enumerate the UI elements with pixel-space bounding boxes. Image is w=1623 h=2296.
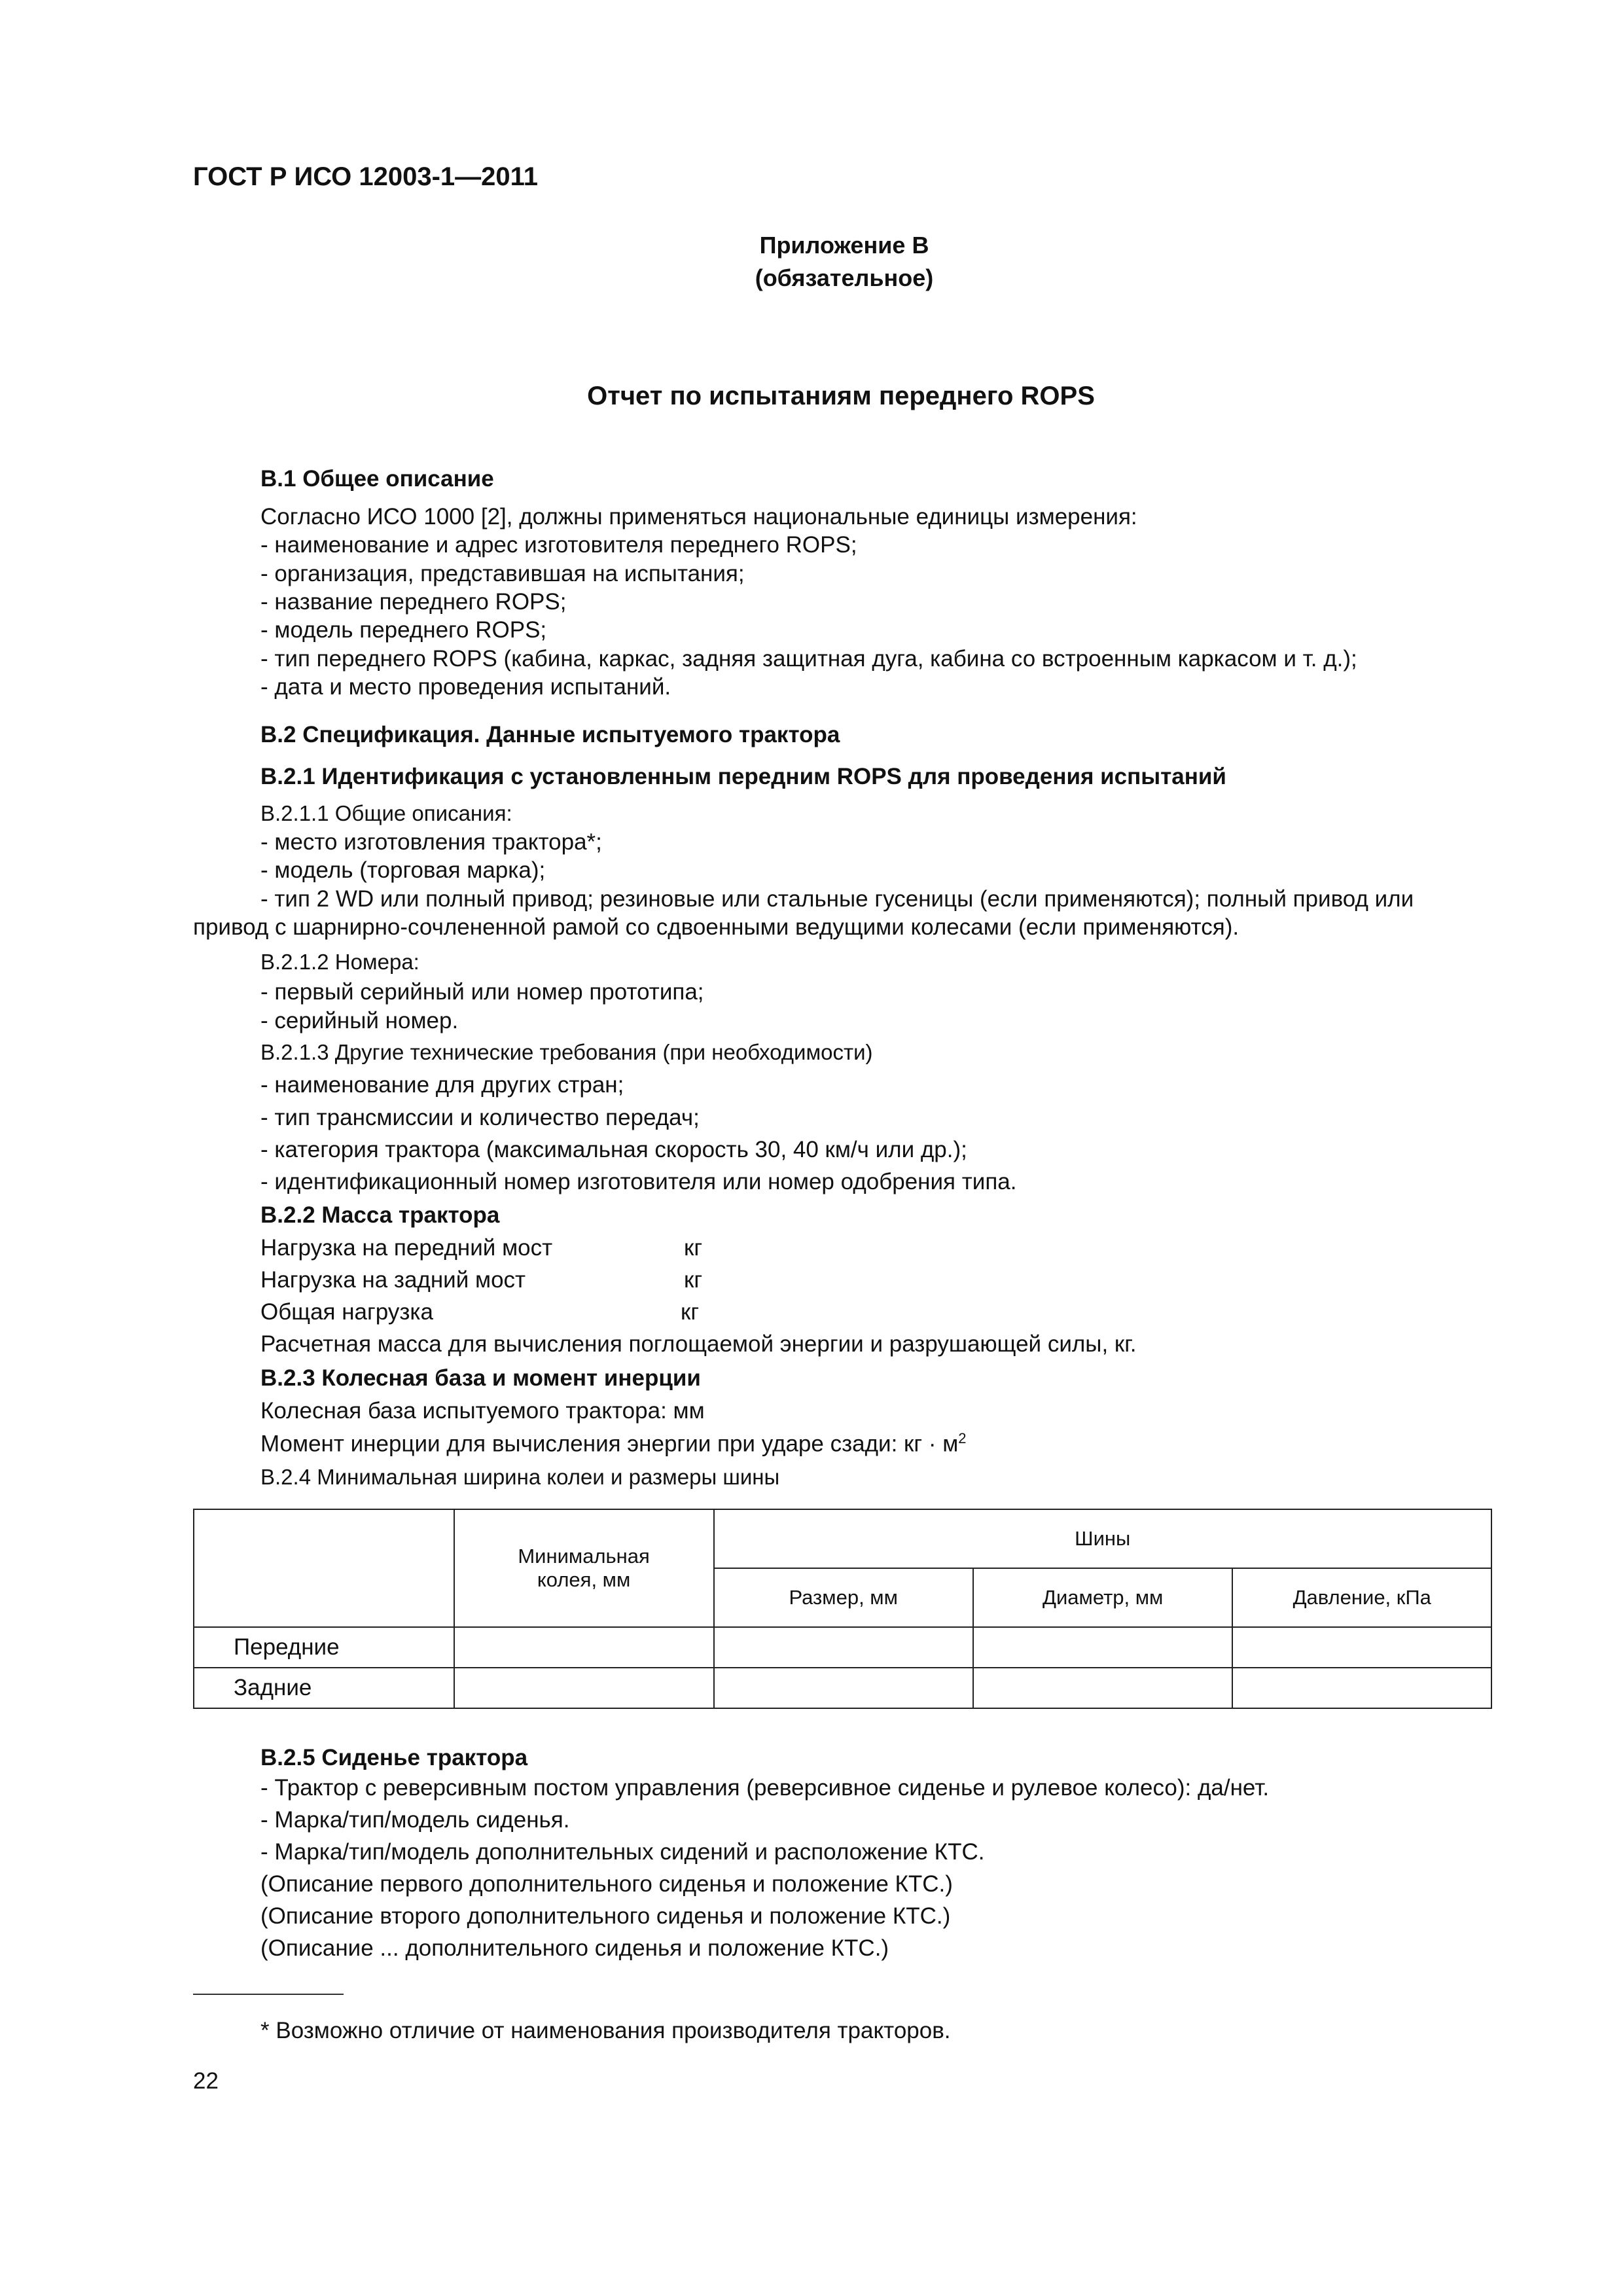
table-cell: [1232, 1668, 1491, 1708]
list-item: - наименование для других стран;: [260, 1072, 624, 1098]
list-item: - название переднего ROPS;: [260, 589, 567, 615]
mass-row-label: Нагрузка на передний мост: [260, 1235, 553, 1261]
list-item: - организация, представившая на испытания;: [260, 561, 745, 586]
list-item: (Описание ... дополнительного сиденья и положение КТС.): [260, 1935, 889, 1961]
mass-note: Расчетная масса для вычисления поглощаемой энергии и разрушающей силы, кг.: [260, 1331, 1137, 1357]
table-subheader-pressure: Давление, кПа: [1232, 1568, 1491, 1627]
list-item: - Марка/тип/модель сиденья.: [260, 1807, 570, 1833]
footnote-separator: [193, 1994, 344, 1995]
list-item: - модель (торговая марка);: [260, 857, 546, 883]
section-b24-heading: В.2.4 Минимальная ширина колеи и размеры шины: [260, 1465, 780, 1489]
list-item: - тип трансмиссии и количество передач;: [260, 1105, 700, 1130]
tyre-table: [193, 1509, 1492, 1709]
annex-title: Приложение В: [759, 232, 929, 259]
section-b22-heading: В.2.2 Масса трактора: [260, 1202, 500, 1228]
section-b213-heading: В.2.1.3 Другие технические требования (при необходимости): [260, 1040, 873, 1064]
annex-status: (обязательное): [755, 264, 934, 291]
table-header-tyres: Шины: [714, 1509, 1492, 1568]
mass-row-label: Нагрузка на задний мост: [260, 1267, 526, 1293]
list-item: - тип переднего ROPS (кабина, каркас, задняя защитная дуга, кабина со встроенным каркасом и т. д.);: [260, 646, 1357, 672]
section-b21-heading: В.2.1 Идентификация с установленным передним ROPS для проведения испытаний: [260, 764, 1226, 789]
list-item: - серийный номер.: [260, 1008, 459, 1033]
list-item: - наименование и адрес изготовителя переднего ROPS;: [260, 532, 857, 558]
table-cell: [714, 1668, 973, 1708]
table-row: [194, 1627, 1491, 1668]
list-item: - категория трактора (максимальная скорость 30, 40 км/ч или др.);: [260, 1137, 967, 1162]
list-item: - первый серийный или номер прототипа;: [260, 979, 704, 1005]
mass-row-unit: кг: [684, 1235, 703, 1261]
inertia-line: [260, 1430, 967, 1458]
list-item: - идентификационный номер изготовителя или номер одобрения типа.: [260, 1169, 1017, 1194]
section-b2-heading: В.2 Спецификация. Данные испытуемого трактора: [260, 722, 840, 747]
table-row-label: Задние: [194, 1668, 454, 1708]
table-cell: [454, 1627, 714, 1668]
section-b212-heading: В.2.1.2 Номера:: [260, 950, 419, 974]
table-cell: [454, 1668, 714, 1708]
list-item: - модель переднего ROPS;: [260, 617, 547, 643]
section-b1-heading: В.1 Общее описание: [260, 466, 494, 492]
table-row: [194, 1668, 1491, 1708]
section-b23-heading: В.2.3 Колесная база и момент инерции: [260, 1365, 701, 1391]
table-row-label: Передние: [194, 1627, 454, 1668]
table-corner-cell: [194, 1509, 454, 1627]
document-title: Отчет по испытаниям переднего ROPS: [587, 382, 1095, 410]
table-cell: [973, 1627, 1232, 1668]
mass-row-label: Общая нагрузка: [260, 1299, 433, 1325]
standard-header: ГОСТ Р ИСО 12003-1—2011: [193, 162, 538, 191]
table-cell: [973, 1668, 1232, 1708]
table-cell: [1232, 1627, 1491, 1668]
inertia-exponent: 2: [958, 1430, 967, 1446]
section-b25-heading: В.2.5 Сиденье трактора: [260, 1745, 528, 1770]
section-b1-intro: Согласно ИСО 1000 [2], должны применяться национальные единицы измерения:: [260, 504, 1137, 529]
list-item: - тип 2 WD или полный привод; резиновые или стальные гусеницы (если применяются); полный привод или: [260, 886, 1414, 912]
table-cell: [714, 1627, 973, 1668]
page-number: 22: [193, 2068, 219, 2094]
table-subheader-diameter: Диаметр, мм: [973, 1568, 1232, 1627]
annex-heading: [687, 229, 1001, 295]
footnote: * Возможно отличие от наименования производителя тракторов.: [260, 2018, 951, 2043]
table-header-track: Минимальная колея, мм: [454, 1509, 714, 1627]
list-item: - Трактор с реверсивным постом управления (реверсивное сиденье и рулевое колесо): да/нет.: [260, 1775, 1270, 1801]
wheelbase-line: Колесная база испытуемого трактора: мм: [260, 1398, 705, 1424]
list-item: - место изготовления трактора*;: [260, 829, 602, 855]
mass-row-unit: кг: [684, 1267, 703, 1293]
section-b211-heading: В.2.1.1 Общие описания:: [260, 801, 512, 825]
list-item-continuation: привод с шарнирно-сочлененной рамой со сдвоенными ведущими колесами (если применяются).: [193, 914, 1240, 940]
list-item: - Марка/тип/модель дополнительных сидений и расположение КТС.: [260, 1839, 985, 1865]
list-item: (Описание второго дополнительного сиденья и положение КТС.): [260, 1903, 951, 1929]
list-item: (Описание первого дополнительного сиденья и положение КТС.): [260, 1871, 953, 1897]
inertia-text: Момент инерции для вычисления энергии при ударе сзади: кг · м: [260, 1431, 959, 1457]
list-item: - дата и место проведения испытаний.: [260, 674, 671, 700]
mass-row-unit: кг: [681, 1299, 700, 1325]
table-subheader-size: Размер, мм: [714, 1568, 973, 1627]
